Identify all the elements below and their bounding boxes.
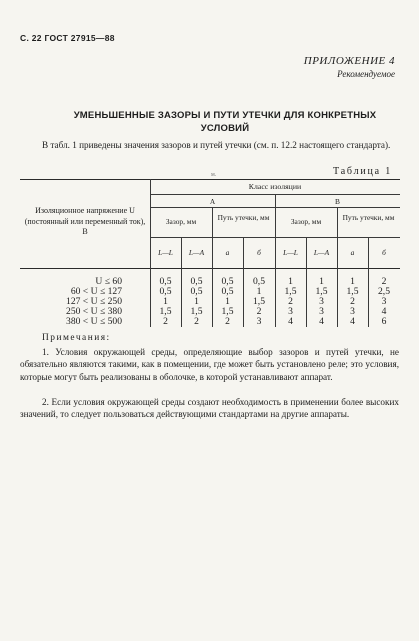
print-mark: м. xyxy=(211,172,217,178)
table-cell: 1 xyxy=(288,276,293,287)
sub-header: L—A xyxy=(313,248,330,257)
table-cell: 1,5 xyxy=(159,306,172,317)
sub-header: L—L xyxy=(283,248,298,257)
section-title: УМЕНЬШЕННЫЕ ЗАЗОРЫ И ПУТИ УТЕЧКИ ДЛЯ КОНКРЕТНЫХ УСЛОВИЙ xyxy=(73,110,377,134)
table-cell: 4 xyxy=(381,306,387,317)
table-cell: 3 xyxy=(350,306,355,317)
table-cell: 1,5 xyxy=(284,286,297,297)
table-cell: 1,5 xyxy=(346,286,359,297)
a-gap-header: Зазор, мм xyxy=(165,217,197,226)
class-b-header: В xyxy=(335,197,340,206)
row-label: U ≤ 60 xyxy=(95,276,122,287)
table-label: Таблица 1 xyxy=(333,166,392,177)
row-label: 250 < U ≤ 380 xyxy=(66,306,122,317)
sub-header: L—L xyxy=(158,248,173,257)
appendix-block xyxy=(304,55,395,79)
table-cell: 0,5 xyxy=(190,286,203,297)
note-1: 1. Условия окружающей среды, определяющие выбор зазоров и путей утечки, не обязательно являются такими, как в помещении, где может быть установлено реле; это условия, которые могут быть реализованы в оболочке, в которой устанавливают аппарат. xyxy=(20,347,399,382)
notes-heading: Примечания: xyxy=(42,333,111,343)
class-a-header: А xyxy=(209,197,216,206)
table-cell: 2,5 xyxy=(378,286,390,297)
table-header-rule xyxy=(20,268,400,269)
table-cell: 3 xyxy=(319,296,324,307)
table-cell: 1,5 xyxy=(190,306,203,317)
appendix-label: ПРИЛОЖЕНИЕ 4 xyxy=(303,55,395,67)
sub-header: а xyxy=(225,248,230,257)
table-cell: 4 xyxy=(350,316,355,327)
sub-header: L—A xyxy=(188,248,205,257)
table-cell: 0,5 xyxy=(159,276,172,287)
note-2: 2. Если условия окружающей среды создают необходимость в применении более высоких значений, то следует пользоваться действующими стандартами на другие аппараты. xyxy=(20,397,399,420)
row-label: 60 < U ≤ 127 xyxy=(70,286,122,297)
table-cell: 2 xyxy=(381,276,387,287)
table-cell: 3 xyxy=(288,306,293,317)
table-cell: 1 xyxy=(256,286,262,297)
stub-header: Изоляционное напряжение U (постоянный или переменный ток), В xyxy=(24,206,146,236)
table-cell: 0,5 xyxy=(159,286,172,297)
table-cell: 3 xyxy=(319,306,324,317)
page-header: С. 22 ГОСТ 27915—88 xyxy=(20,33,115,43)
table-cell: 2 xyxy=(288,296,293,307)
table-cell: 1,5 xyxy=(221,306,234,317)
sub-header: а xyxy=(350,248,355,257)
table-cell: 2 xyxy=(163,316,168,327)
table-cell: 4 xyxy=(319,316,324,327)
a-leak-header: Путь утечки, мм xyxy=(217,213,270,222)
sub-header: б xyxy=(257,248,261,257)
table-cell: 2 xyxy=(225,316,230,327)
table-cell: 3 xyxy=(381,296,387,307)
class-header: Класс изоляции xyxy=(248,182,302,191)
table-cell: 0,5 xyxy=(190,276,203,287)
table-cell: 1 xyxy=(225,296,230,307)
row-label: 127 < U ≤ 250 xyxy=(66,296,122,307)
intro-paragraph: В табл. 1 приведены значения зазоров и путей утечки (см. п. 12.2 настоящего стандарта). xyxy=(42,140,391,150)
table-cell: 1 xyxy=(319,276,324,287)
table-cell: 2 xyxy=(350,296,355,307)
table-cell: 1 xyxy=(350,276,355,287)
table-cell: 0,5 xyxy=(253,276,265,287)
table-cell: 0,5 xyxy=(221,276,234,287)
table-cell: 1 xyxy=(163,296,168,307)
table-cell: 1,5 xyxy=(253,296,265,307)
table-cell: 3 xyxy=(256,316,262,327)
table-cell: 2 xyxy=(194,316,199,327)
sub-header: б xyxy=(382,248,386,257)
b-gap-header: Зазор, мм xyxy=(290,217,322,226)
table-cell: 1,5 xyxy=(315,286,328,297)
appendix-status: Рекомендуемое xyxy=(337,69,395,79)
table-cell: 0,5 xyxy=(221,286,234,297)
table-cell: 2 xyxy=(256,306,262,317)
table-cell: 1 xyxy=(194,296,199,307)
row-label: 380 < U ≤ 500 xyxy=(66,316,122,327)
b-leak-header: Путь утечки, мм xyxy=(342,213,395,222)
table-cell: 6 xyxy=(381,316,387,327)
table-cell: 4 xyxy=(288,316,293,327)
table-top-rule xyxy=(20,179,400,180)
